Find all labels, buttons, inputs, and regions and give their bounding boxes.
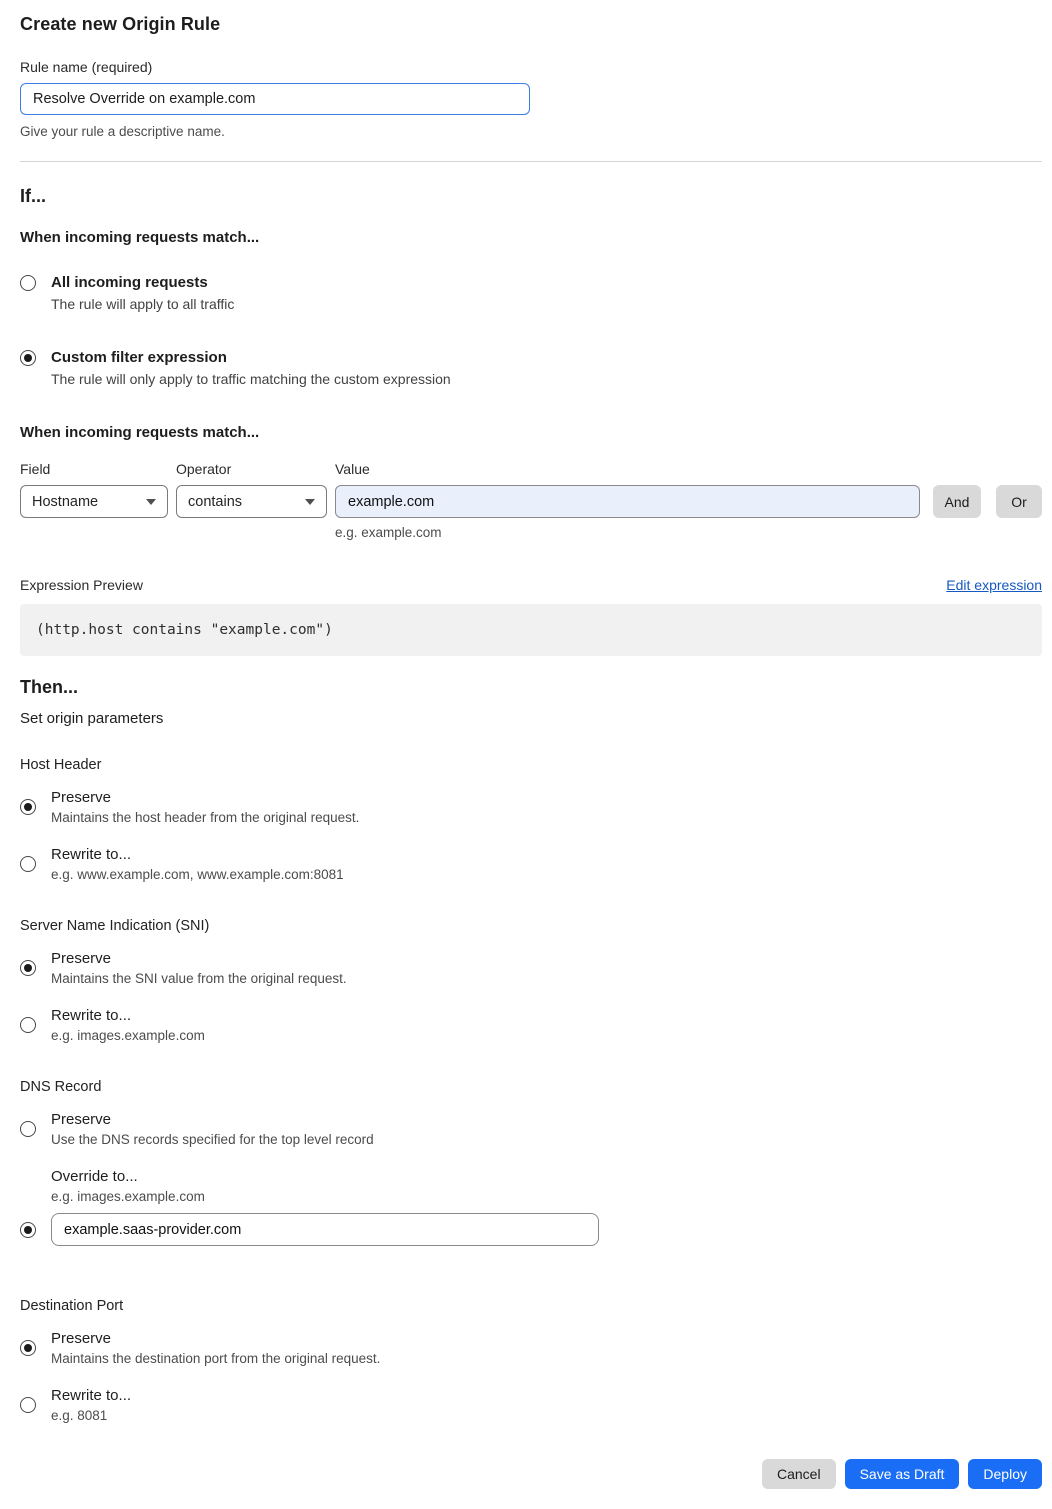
group-dns-record	[20, 1079, 1042, 1246]
value-helper: e.g. example.com	[335, 525, 442, 540]
option-label: Preserve	[51, 789, 112, 806]
then-heading: Then...	[20, 677, 78, 697]
and-button[interactable]: And	[933, 485, 981, 518]
group-sni	[20, 918, 1042, 1043]
operator-label: Operator	[176, 461, 232, 477]
page-title: Create new Origin Rule	[20, 14, 221, 34]
option-port-rewrite[interactable]	[20, 1387, 1042, 1423]
if-heading: If...	[20, 186, 46, 206]
option-label: Preserve	[51, 1330, 112, 1347]
option-description: Maintains the destination port from the original request.	[51, 1351, 381, 1366]
option-host-header-rewrite[interactable]	[20, 846, 1042, 882]
radio-sni-rewrite[interactable]	[20, 1017, 36, 1033]
option-text	[51, 846, 344, 882]
group-destination-port	[20, 1298, 1042, 1423]
dns-override-input[interactable]	[51, 1213, 599, 1246]
option-host-header-preserve[interactable]	[20, 789, 1042, 825]
or-button[interactable]: Or	[996, 485, 1042, 518]
option-description: e.g. images.example.com	[51, 1028, 205, 1043]
section-divider	[20, 161, 1042, 162]
option-port-preserve[interactable]	[20, 1330, 1042, 1366]
chevron-down-icon	[146, 499, 156, 505]
save-as-draft-button[interactable]: Save as Draft	[845, 1459, 960, 1489]
radio-dns-preserve[interactable]	[20, 1121, 36, 1137]
operator-select-value: contains	[188, 493, 243, 510]
option-all-incoming-requests[interactable]	[20, 274, 1042, 312]
option-description: e.g. images.example.com	[51, 1189, 205, 1204]
option-description: Maintains the host header from the original request.	[51, 810, 360, 825]
option-label: Preserve	[51, 950, 112, 967]
if-match-heading: When incoming requests match...	[20, 229, 260, 246]
option-text	[51, 1111, 374, 1147]
field-select-value: Hostname	[32, 493, 99, 510]
option-sni-rewrite[interactable]	[20, 1007, 1042, 1043]
rule-name-section	[20, 59, 1042, 139]
radio-dns-override[interactable]	[20, 1222, 36, 1238]
option-description: The rule will only apply to traffic matching the custom expression	[51, 371, 451, 387]
option-text	[51, 349, 451, 387]
option-dns-preserve[interactable]	[20, 1111, 1042, 1147]
cancel-button[interactable]: Cancel	[762, 1459, 836, 1489]
group-label: Host Header	[20, 757, 102, 773]
field-label: Field	[20, 461, 51, 477]
option-text	[51, 274, 234, 312]
option-description: Maintains the SNI value from the original request.	[51, 971, 347, 986]
expression-preview-header	[20, 577, 1042, 593]
filter-builder-heading: When incoming requests match...	[20, 424, 260, 441]
option-text	[51, 950, 347, 986]
group-label: DNS Record	[20, 1079, 102, 1095]
radio-all-incoming-requests[interactable]	[20, 275, 36, 291]
option-label: Override to...	[51, 1168, 138, 1185]
option-text	[51, 789, 359, 825]
edit-expression-link[interactable]: Edit expression	[946, 577, 1042, 593]
field-select[interactable]	[20, 485, 168, 518]
group-host-header	[20, 757, 1042, 882]
filter-builder-row	[20, 485, 1042, 518]
group-label: Server Name Indication (SNI)	[20, 918, 210, 934]
dns-override-labels	[51, 1168, 1042, 1204]
chevron-down-icon	[305, 499, 315, 505]
radio-custom-filter-expression[interactable]	[20, 350, 36, 366]
option-label: Custom filter expression	[51, 349, 227, 366]
option-description: e.g. www.example.com, www.example.com:8081	[51, 867, 344, 882]
option-label: All incoming requests	[51, 274, 208, 291]
value-label: Value	[335, 461, 370, 477]
option-dns-override[interactable]	[20, 1213, 1042, 1246]
filter-builder-labels	[20, 461, 1042, 477]
option-description: Use the DNS records specified for the top level record	[51, 1132, 374, 1147]
group-label: Destination Port	[20, 1298, 124, 1314]
option-label: Rewrite to...	[51, 1007, 132, 1024]
option-custom-filter-expression[interactable]	[20, 349, 1042, 387]
rule-name-input[interactable]	[20, 83, 530, 115]
deploy-button[interactable]: Deploy	[968, 1459, 1042, 1489]
expression-code: (http.host contains "example.com")	[36, 622, 333, 638]
option-text	[51, 1330, 380, 1366]
option-description: The rule will apply to all traffic	[51, 296, 235, 312]
footer-actions	[20, 1459, 1042, 1489]
option-label: Preserve	[51, 1111, 112, 1128]
radio-sni-preserve[interactable]	[20, 960, 36, 976]
option-label: Rewrite to...	[51, 1387, 132, 1404]
rule-name-helper: Give your rule a descriptive name.	[20, 124, 225, 139]
radio-port-rewrite[interactable]	[20, 1397, 36, 1413]
radio-host-header-preserve[interactable]	[20, 799, 36, 815]
option-text	[51, 1007, 205, 1043]
rule-name-label: Rule name (required)	[20, 59, 153, 75]
operator-select[interactable]	[176, 485, 327, 518]
option-label: Rewrite to...	[51, 846, 132, 863]
expression-preview-box	[20, 604, 1042, 656]
radio-port-preserve[interactable]	[20, 1340, 36, 1356]
radio-host-header-rewrite[interactable]	[20, 856, 36, 872]
option-sni-preserve[interactable]	[20, 950, 1042, 986]
expression-preview-label: Expression Preview	[20, 577, 143, 593]
option-text	[51, 1387, 131, 1423]
option-description: e.g. 8081	[51, 1408, 108, 1423]
set-origin-parameters-text: Set origin parameters	[20, 710, 164, 727]
value-input[interactable]	[335, 485, 920, 518]
